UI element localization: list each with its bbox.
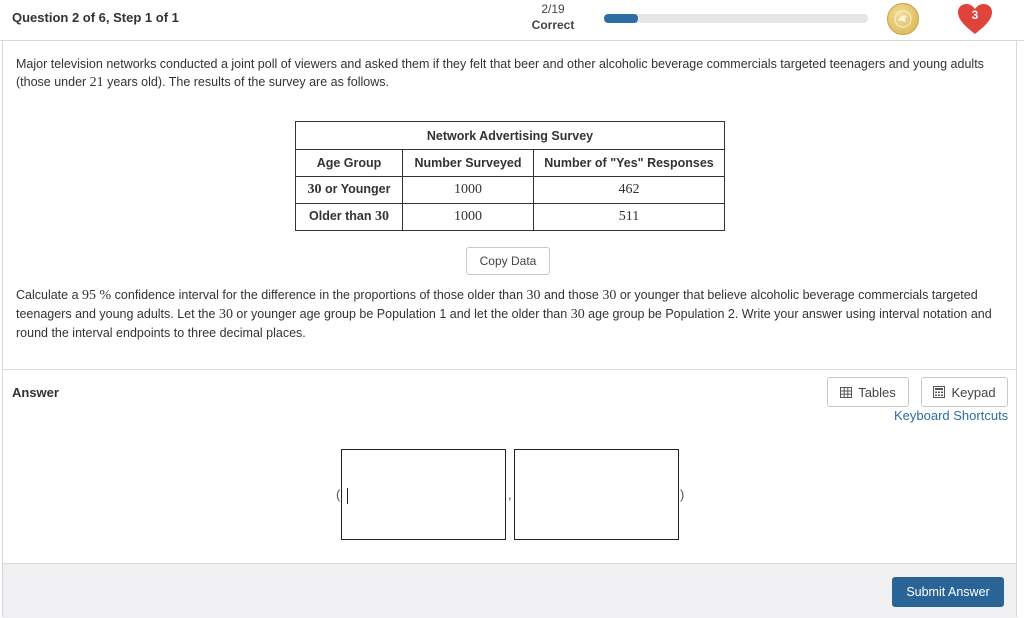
intro-age: 21 bbox=[89, 75, 104, 90]
row-age-text: or Younger bbox=[321, 182, 391, 196]
calc-text: or younger that believe alcoholic beverage commercials targeted teenagers and young adults. Let the bbox=[16, 288, 978, 321]
tables-button[interactable] bbox=[827, 377, 909, 407]
submit-answer-button[interactable]: Submit Answer bbox=[892, 577, 1004, 607]
keypad-button[interactable] bbox=[921, 377, 1008, 407]
table-row bbox=[296, 204, 725, 231]
row-surveyed: 1000 bbox=[403, 204, 534, 231]
tables-button-label: Tables bbox=[858, 384, 896, 400]
row-age-group bbox=[296, 204, 403, 231]
survey-table bbox=[295, 121, 725, 231]
copy-data-button[interactable]: Copy Data bbox=[466, 247, 550, 275]
dragon-icon bbox=[894, 10, 912, 28]
progress-fill bbox=[604, 14, 638, 23]
calc-number: 30 bbox=[602, 288, 617, 303]
calc-number: 30 bbox=[570, 307, 585, 322]
table-row bbox=[296, 177, 725, 204]
close-paren: ) bbox=[680, 487, 685, 502]
row-age-number: 30 bbox=[374, 209, 389, 224]
footer-bar bbox=[3, 563, 1016, 618]
hearts-count: 3 bbox=[971, 8, 979, 22]
score-value: 2/19 bbox=[541, 2, 565, 16]
intro-text-2: years old). The results of the survey are as follows. bbox=[103, 75, 389, 89]
calc-text: and those bbox=[540, 288, 603, 302]
row-age-group bbox=[296, 177, 403, 204]
text-cursor bbox=[347, 488, 348, 504]
keypad-icon bbox=[933, 386, 945, 398]
score-indicator bbox=[522, 1, 584, 33]
intro-text-1: Major television networks conducted a joint poll of viewers and asked them if they felt that beer and other alcoholic beverage commercials targeted teenagers and young adults (those under bbox=[16, 57, 984, 89]
progress-bar bbox=[604, 14, 868, 23]
question-intro bbox=[16, 55, 1006, 92]
col-header-number-surveyed: Number Surveyed bbox=[403, 150, 534, 177]
calc-text: Calculate a bbox=[16, 288, 83, 302]
table-caption: Network Advertising Survey bbox=[296, 122, 725, 150]
calc-text: age group be Population 2. Write your answer using interval notation and round the interval endpoints to three decimal places. bbox=[16, 307, 992, 340]
keypad-button-label: Keypad bbox=[951, 384, 996, 400]
lower-bound-input[interactable] bbox=[341, 449, 506, 540]
question-instructions bbox=[16, 286, 1006, 342]
row-yes: 462 bbox=[534, 177, 725, 204]
header-bar bbox=[0, 0, 1024, 41]
comma-separator: , bbox=[508, 487, 512, 502]
calc-number: 30 bbox=[218, 307, 233, 322]
score-label: Correct bbox=[531, 18, 575, 32]
section-divider bbox=[3, 369, 1016, 370]
calc-text: or younger age group be Population 1 and let the older than bbox=[232, 307, 571, 321]
row-age-text: Older than bbox=[309, 209, 375, 223]
calc-text: confidence interval for the difference in the proportions of those older than bbox=[111, 288, 527, 302]
row-surveyed: 1000 bbox=[403, 177, 534, 204]
col-header-yes-responses: Number of "Yes" Responses bbox=[534, 150, 725, 177]
coin-icon[interactable] bbox=[887, 3, 919, 35]
upper-bound-input[interactable] bbox=[514, 449, 679, 540]
col-header-age-group: Age Group bbox=[296, 150, 403, 177]
open-paren: ( bbox=[336, 487, 341, 502]
answer-label: Answer bbox=[12, 385, 59, 400]
question-step-title: Question 2 of 6, Step 1 of 1 bbox=[12, 10, 179, 25]
calc-confidence: 95 % bbox=[82, 288, 112, 303]
table-icon bbox=[840, 387, 852, 398]
keyboard-shortcuts-link[interactable]: Keyboard Shortcuts bbox=[894, 408, 1009, 423]
row-age-number: 30 bbox=[307, 182, 322, 197]
row-yes: 511 bbox=[534, 204, 725, 231]
calc-number: 30 bbox=[526, 288, 541, 303]
